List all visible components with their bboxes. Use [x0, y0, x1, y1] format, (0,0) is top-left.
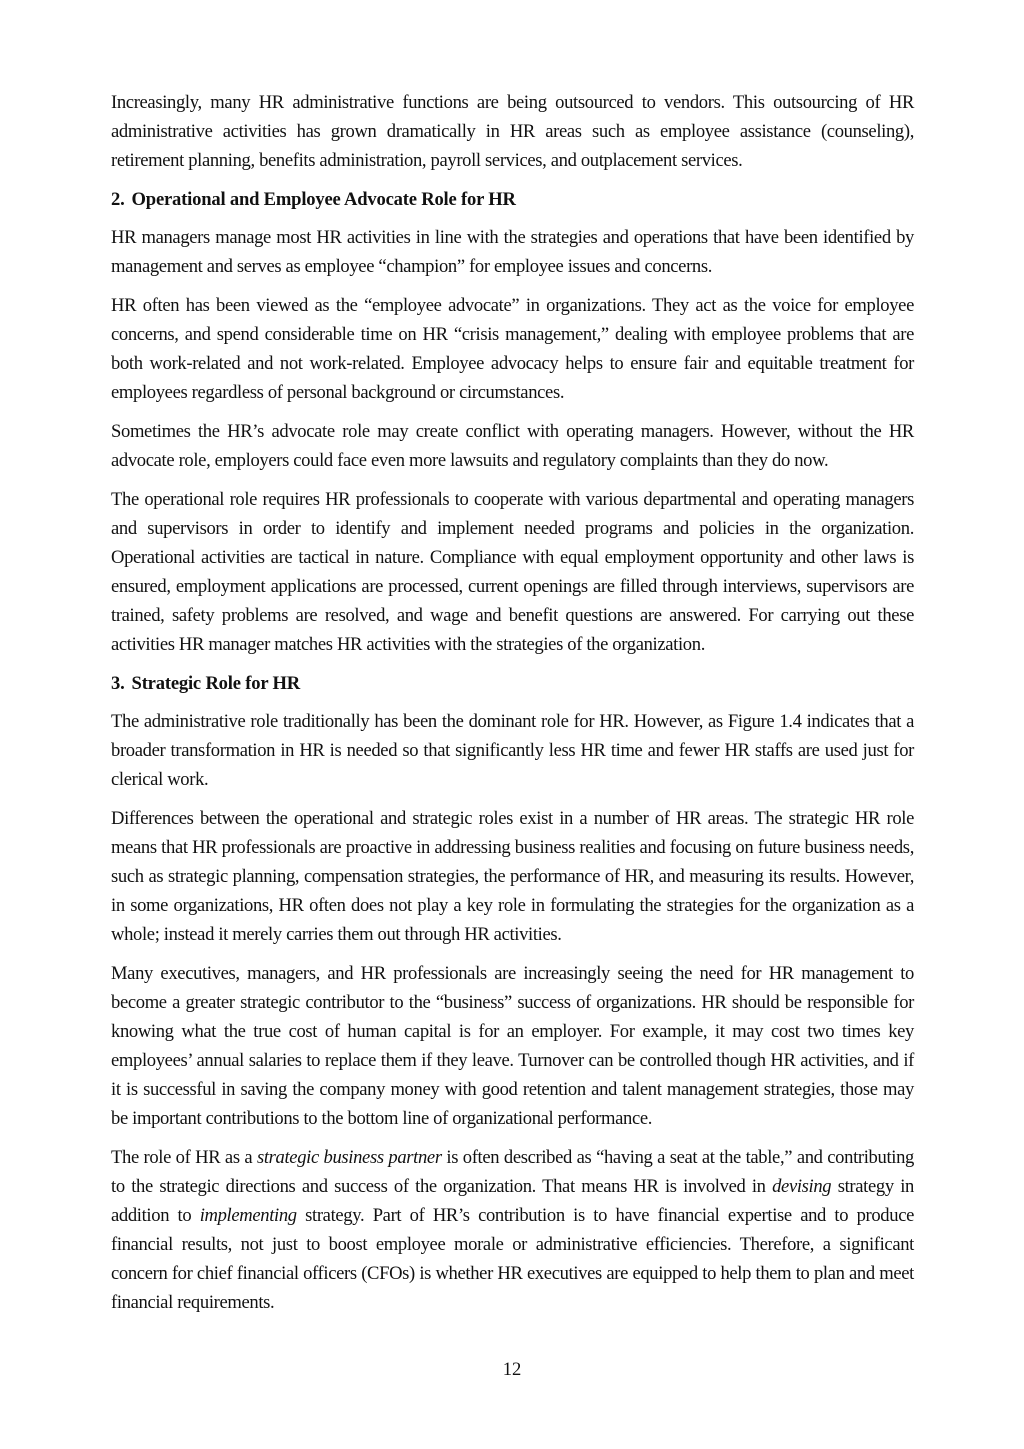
paragraph-advocate-conflict: Sometimes the HR’s advocate role may create conflict with operating managers. However, without the HR advocate role, employers could face even more lawsuits and regulatory complaints than they do now.: [111, 421, 914, 471]
emphasis-text: implementing: [199, 1205, 297, 1226]
text-run: The role of HR as a: [111, 1147, 257, 1168]
section-heading-strategic-role: [111, 669, 914, 698]
text-run: strategy. Part of HR’s contribution is to have financial expertise and to produce financial results, not just to boost employee morale or administrative efficiencies. Therefore, a significant concern for chief financial officers (CFOs) is whether HR executives are equipped to help them to plan and meet financial requirements.: [111, 1205, 915, 1313]
paragraph-administrative-role: The administrative role traditionally has been the dominant role for HR. However, as Figure 1.4 indicates that a broader transformation in HR is needed so that significantly less HR time and fewer HR staffs are used just for clerical work.: [111, 711, 914, 790]
paragraph-employee-advocate: HR often has been viewed as the “employee advocate” in organizations. They act as the voice for employee concerns, and spend considerable time on HR “crisis management,” dealing with employee problems that are both work-related and not work-related. Employee advocacy helps to ensure fair and equitable treatment for employees regardless of personal background or circumstances.: [111, 295, 914, 403]
document-page: [111, 88, 914, 1327]
paragraph-strategic-contributor: Many executives, managers, and HR professionals are increasingly seeing the need for HR management to become a greater strategic contributor to the “business” success of organizations. HR should be responsible for knowing what the true cost of human capital is for an employer. For example, it may cost two times key employees’ annual salaries to replace them if they leave. Turnover can be controlled though HR activities, and if it is successful in saving the company money with good retention and talent management strategies, those may be important contributions to the bottom line of organizational performance.: [111, 963, 914, 1129]
paragraph-operational-vs-strategic: Differences between the operational and strategic roles exist in a number of HR areas. The strategic HR role means that HR professionals are proactive in addressing business realities and focusing on future business needs, such as strategic planning, compensation strategies, the performance of HR, and measuring its results. However, in some organizations, HR often does not play a key role in formulating the strategies for the organization as a whole; instead it merely carries them out through HR activities.: [111, 808, 914, 945]
paragraph-hr-managers: HR managers manage most HR activities in line with the strategies and operations that have been identified by management and serves as employee “champion” for employee issues and concerns.: [111, 227, 914, 277]
section-number: 3.: [111, 673, 125, 694]
emphasis-text: strategic business partner: [256, 1147, 442, 1168]
section-title: Operational and Employee Advocate Role for HR: [131, 189, 516, 210]
section-title: Strategic Role for HR: [131, 673, 300, 694]
text-run: is often described as “having a seat at the table,” and contributing to the strategic directions and success of the organization. That means HR is involved in: [111, 1147, 914, 1197]
section-number: 2.: [111, 189, 125, 210]
paragraph-outsourcing: Increasingly, many HR administrative functions are being outsourced to vendors. This outsourcing of HR administrative activities has grown dramatically in HR areas such as employee assistance (counseling), retirement planning, benefits administration, payroll services, and outplacement services.: [111, 92, 914, 171]
emphasis-text: devising: [772, 1176, 832, 1197]
paragraph-strategic-business-partner: [111, 1143, 914, 1317]
text-run: strategy in addition to: [111, 1176, 914, 1226]
section-heading-operational-role: [111, 185, 914, 214]
paragraph-operational-role: The operational role requires HR professionals to cooperate with various departmental and operating managers and supervisors in order to identify and implement needed programs and policies in the organization. Operational activities are tactical in nature. Compliance with equal employment opportunity and other laws is ensured, employment applications are processed, current openings are filled through interviews, supervisors are trained, safety problems are resolved, and wage and benefit questions are answered. For carrying out these activities HR manager matches HR activities with the strategies of the organization.: [111, 489, 914, 655]
page-number: 12: [502, 1359, 522, 1380]
